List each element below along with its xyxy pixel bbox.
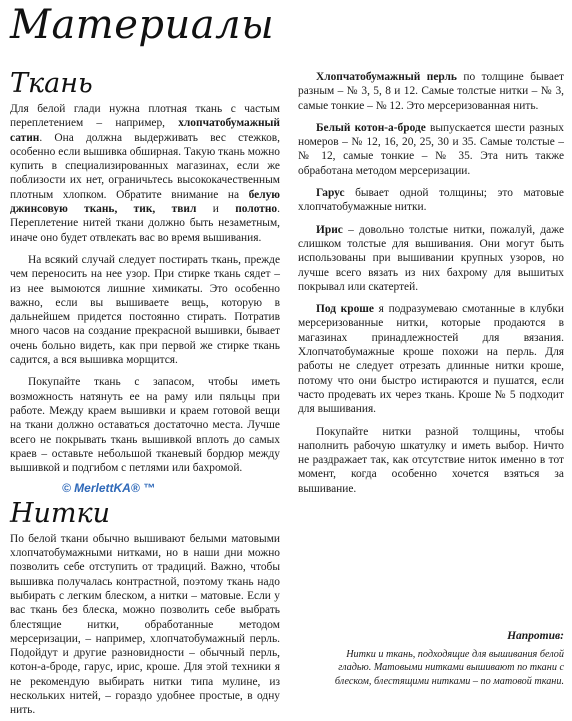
text-run: . Она должна выдерживать вес стежков, особенно если вышивка обширная. Такую ткань можно купить в специализированных магазинах, если же поблизости их нет, ограничьтесь высококачественным плотным хлопком. Обратите внимание на (10, 131, 280, 201)
watermark: © MerlettKA® ™ (62, 481, 156, 496)
bold-term: Белый котон-а-броде (316, 121, 426, 134)
text-run: Для белой глади нужна плотная ткань с частым переплетением – например, (10, 103, 280, 130)
iris-paragraph (298, 223, 564, 294)
threads-paragraph-1: По белой ткани обычно вышивают белыми матовыми хлопчатобумажными нитками, но в наши дни можно позволить себе отступить от традиций. Важно, чтобы вышивка получалась контрастной, поэтому ткань надо выбирать с легким блеском, а нитки – матовые. Если у вас ткань без блеска, можно позволить себе выбрать блестящие нитки, обработанные методом мерсеризации, – например, хлопчатобумажный перль. Подойдут и другие разновидности – обычный перль, котон-а-броде, гарус, ирис, кроше. Для этой техники я не рекомендую выбирать нитки типа мулине, из нескольких нитей, – гораздо удобнее простые, в одну нить. (10, 532, 280, 717)
bold-term: Гарус (316, 187, 345, 200)
text-run: бывает одной толщины; это матовые хлопчатобумажные нитки. (298, 187, 564, 214)
left-column (10, 70, 280, 718)
page-title: Материалы (10, 2, 275, 48)
text-run: – довольно толстые нитки, пожалуй, даже слишком толстые для вышивания. Они могут быть использованы при вышивании крупных узоров, но лучше всего вязать из них бахрому для вышитых покрывал или скатертей. (298, 223, 564, 293)
fabric-heading: Ткань (10, 68, 93, 99)
bold-term: Под кроше (316, 303, 374, 316)
coton-paragraph (298, 121, 564, 178)
caption-text: Нитки и ткань, подходящие для вышивания белой гладью. Матовыми нитками вышивают по ткани с блеском, блестящими нитками – по матовой ткани. (334, 649, 564, 687)
crochet-paragraph (298, 302, 564, 416)
fabric-paragraph-3: Покупайте ткань с запасом, чтобы иметь возможность натянуть ее на раму или пяльцы при работе. Между краем вышивки и краем готовой вещи на ткани должно оставаться достаточно места. Лучше всего не покрывать ткань вышивкой вплоть до самых краев – оставьте небольшой тканевый бордюр между вышивкой и подгибом с петлями или бахромой. (10, 376, 280, 475)
bold-term: Ирис (316, 223, 343, 236)
text-run: по толщине бывает разным – № 3, 5, 8 и 12. Самые толстые нитки – № 3, самые тонкие – № 12. Это мерсеризованная нить. (298, 71, 564, 112)
threads-heading: Нитки (10, 497, 111, 529)
final-paragraph: Покупайте нитки разной толщины, чтобы наполнить рабочую шкатулку и иметь выбор. Ничто не раздражает так, как отсутствие ниток именно в тот момент, когда особенно хочется взяться за вышивание. (298, 425, 564, 495)
bold-term: Хлопчатобумажный перль (316, 71, 457, 83)
perle-paragraph (298, 70, 564, 113)
right-column (298, 70, 564, 496)
fabric-paragraph-2: На всякий случай следует постирать ткань, прежде чем переносить на нее узор. При стирке ткань сядет – из нее вымоются лишние химикаты. Это особенно важно, если вы вышиваете вещь, которую в дальнейшем придется постоянно стирать. Потратив много часов на создание прекрасной вышивки, бывает очень больно видеть, как при первой же стирке ткань садится, а вся вышивка морщится. (10, 253, 280, 367)
text-run: . Переплетение нитей ткани должно быть незаметным, иначе оно будет отвлекать вас во время вышивания. (10, 203, 280, 244)
bold-term: хлопчатобумажный сатин (10, 117, 280, 144)
text-run: и (196, 203, 236, 216)
fabric-paragraph-1 (10, 102, 280, 245)
bold-term: белую джинсовую ткань, тик, твил (10, 188, 280, 216)
text-run: я подразумеваю смотанные в клубки мерсеризованные нитки, которые продаются в магазинах принадлежностей для вязания. Хлопчатобумажные кроше похожи на перль. Для работы не следует отрезать длинные нитки кроше, потому что они быстро истираются и пушатся, если часто продевать их через ткань. Кроше № 5 подходит для вышивания. (298, 303, 564, 416)
bold-term: полотно (235, 203, 278, 216)
caption-title: Напротив: (507, 630, 564, 642)
text-run: выпускается шести разных номеров – № 12, 16, 20, 25, 30 и 35. Самые толстые – № 12, самые тонкие – № 35. Эта нить также обработана методом мерсеризации. (298, 121, 564, 177)
garus-paragraph (298, 186, 564, 215)
